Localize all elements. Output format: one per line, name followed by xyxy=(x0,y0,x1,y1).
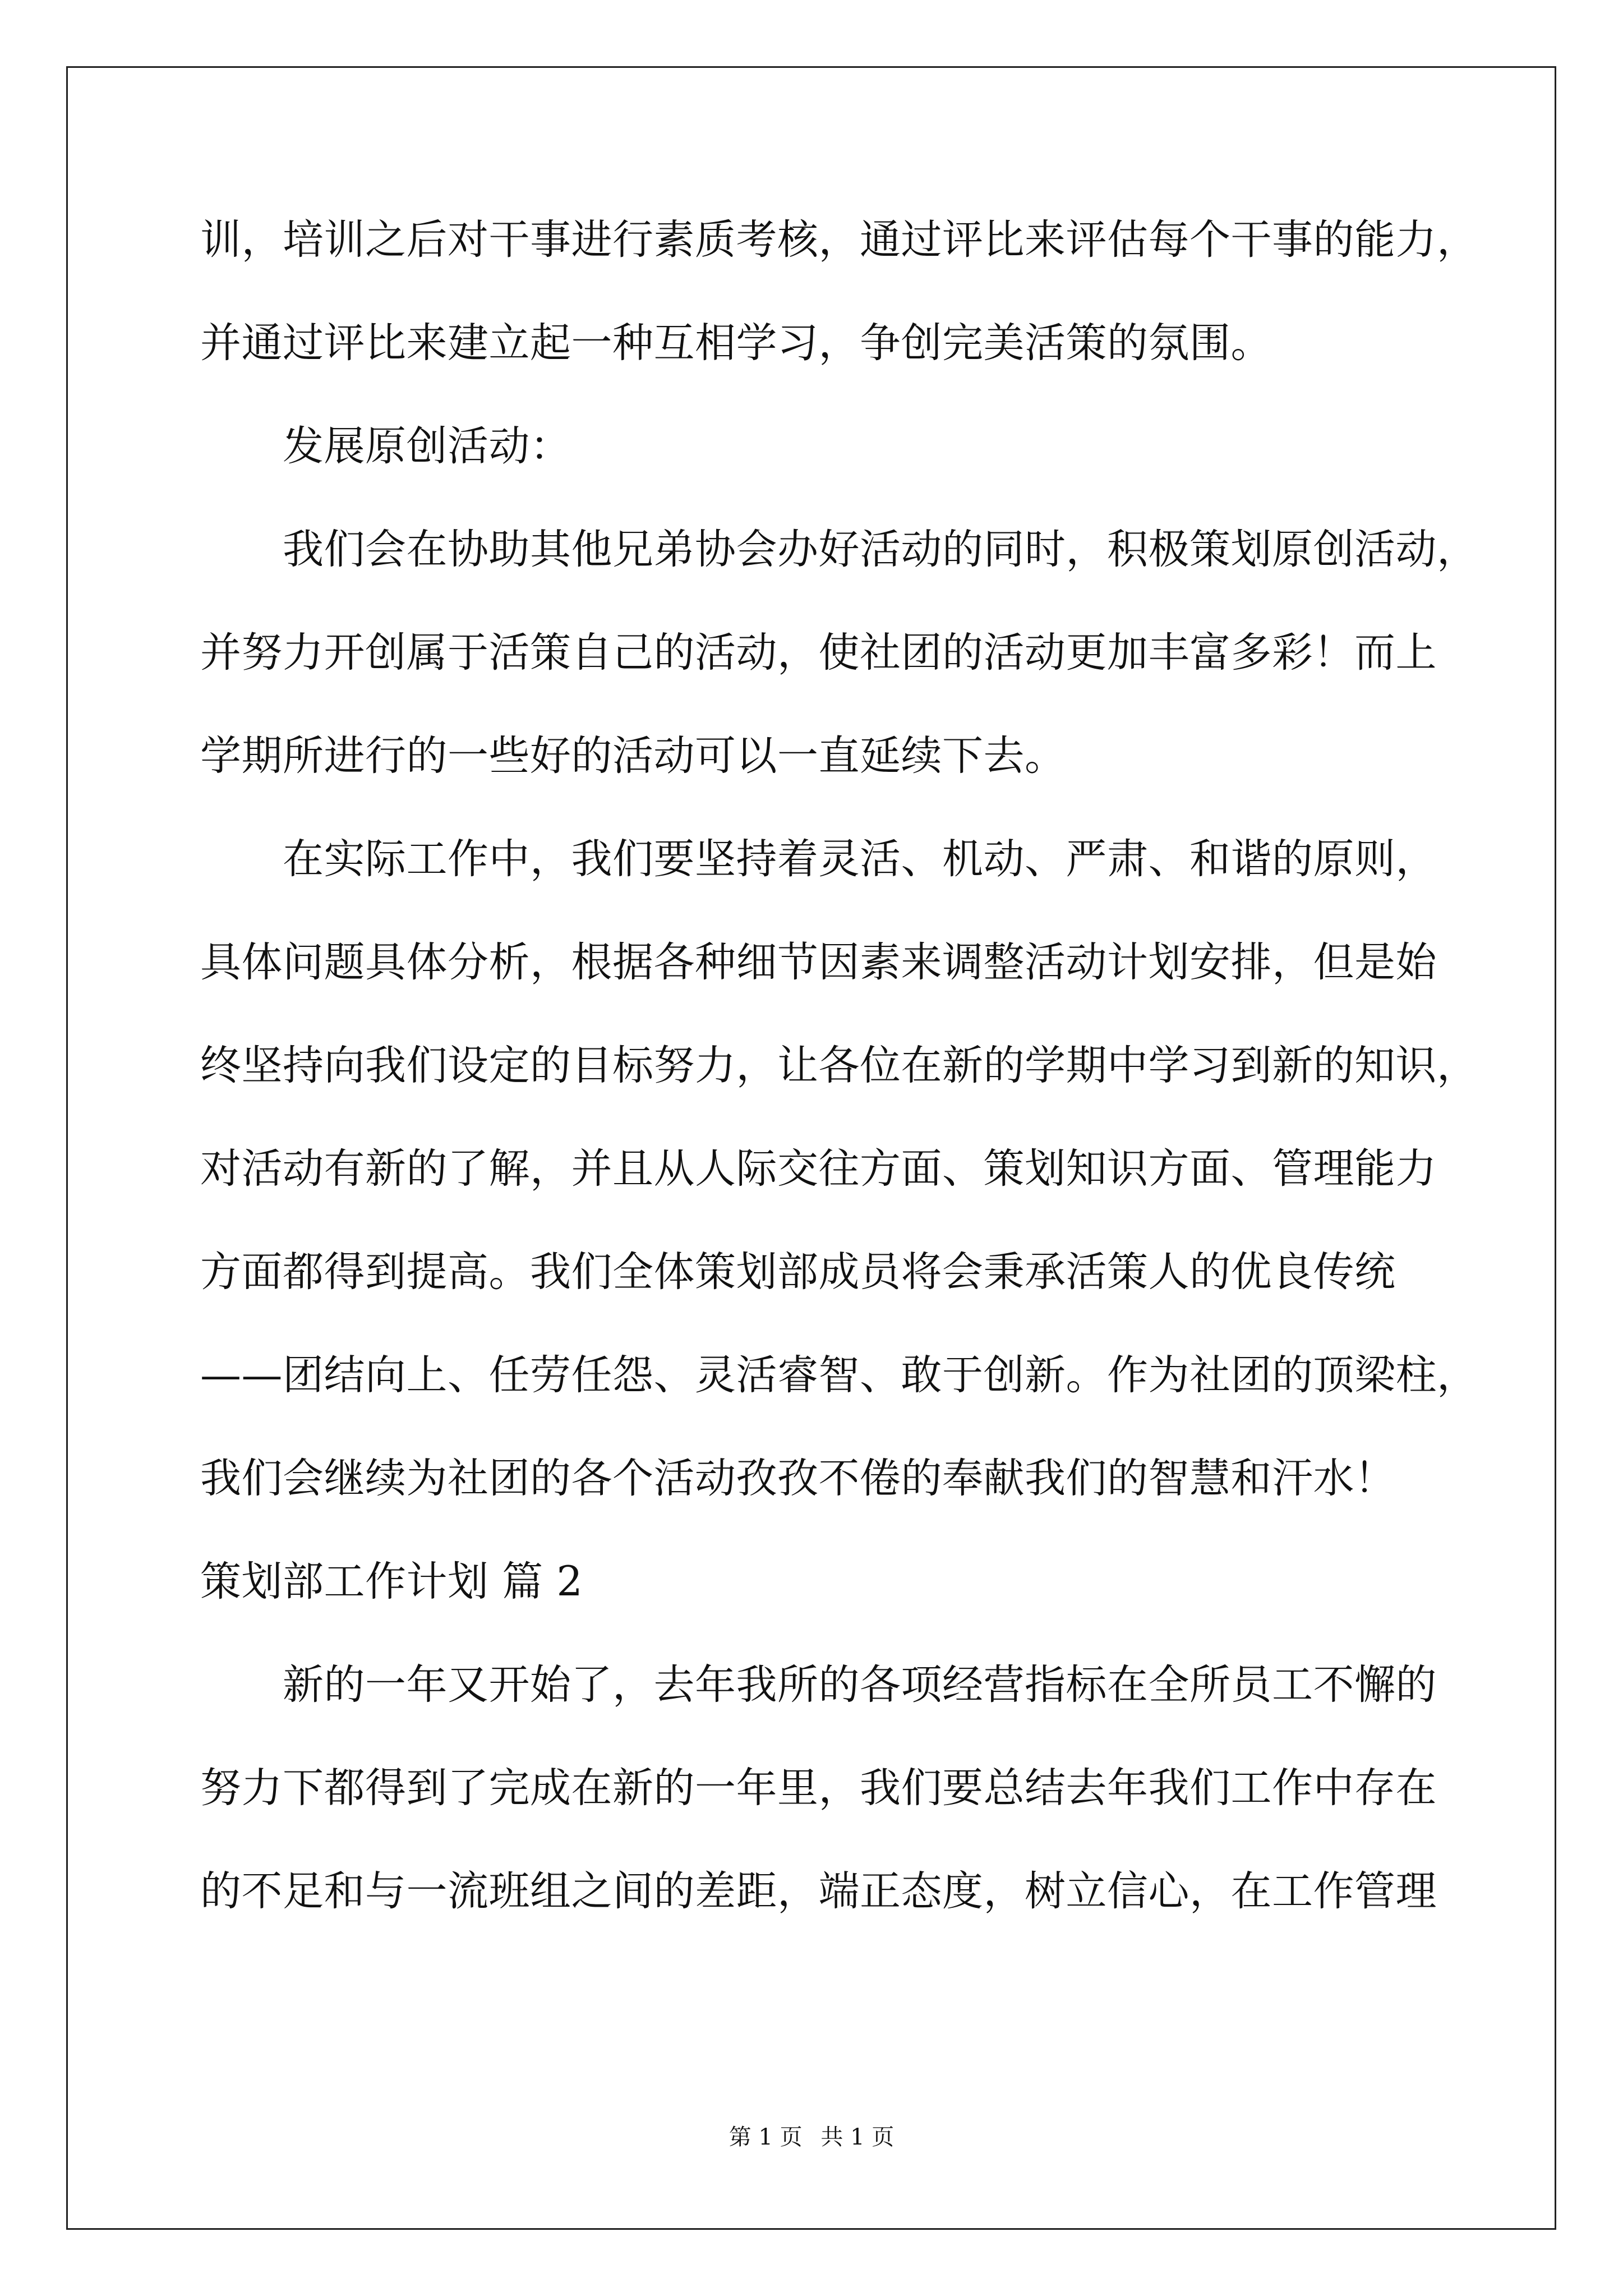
paragraph-line: 我们会在协助其他兄弟协会办好活动的同时，积极策划原创活动， xyxy=(283,526,1478,573)
section-heading: 发展原创活动： xyxy=(283,422,571,470)
paragraph-line: 学期所进行的一些好的活动可以一直延续下去。 xyxy=(200,732,1066,780)
paragraph-line: 的不足和与一流班组之间的差距，端正态度，树立信心，在工作管理 xyxy=(200,1867,1437,1915)
paragraph-line: 并通过评比来建立起一种互相学习，争创完美活策的氛围。 xyxy=(200,319,1272,367)
section-title: 策划部工作计划 篇 2 xyxy=(200,1558,583,1605)
paragraph-line: 努力下都得到了完成在新的一年里，我们要总结去年我们工作中存在 xyxy=(200,1764,1437,1812)
paragraph-line: 具体问题具体分析，根据各种细节因素来调整活动计划安排，但是始 xyxy=(200,938,1437,986)
page-number: 第 1 页 xyxy=(728,2124,803,2150)
paragraph-line: 我们会继续为社团的各个活动孜孜不倦的奉献我们的智慧和汗水！ xyxy=(200,1455,1396,1502)
paragraph-line: 训，培训之后对干事进行素质考核，通过评比来评估每个干事的能力， xyxy=(200,216,1478,264)
paragraph-line: 方面都得到提高。我们全体策划部成员将会秉承活策人的优良传统 xyxy=(200,1248,1396,1296)
paragraph-line: 终坚持向我们设定的目标努力，让各位在新的学期中学习到新的知识， xyxy=(200,1042,1478,1089)
page-total: 共 1 页 xyxy=(820,2124,895,2150)
paragraph-line: ——团结向上、任劳任怨、灵活睿智、敢于创新。作为社团的顶梁柱， xyxy=(200,1351,1478,1399)
paragraph-line: 在实际工作中，我们要坚持着灵活、机动、严肃、和谐的原则， xyxy=(283,835,1437,883)
page-footer xyxy=(0,2123,1623,2151)
paragraph-line: 对活动有新的了解，并且从人际交往方面、策划知识方面、管理能力 xyxy=(200,1145,1437,1193)
paragraph-line: 并努力开创属于活策自己的活动，使社团的活动更加丰富多彩！而上 xyxy=(200,629,1437,677)
paragraph-line: 新的一年又开始了，去年我所的各项经营指标在全所员工不懈的 xyxy=(283,1661,1437,1709)
